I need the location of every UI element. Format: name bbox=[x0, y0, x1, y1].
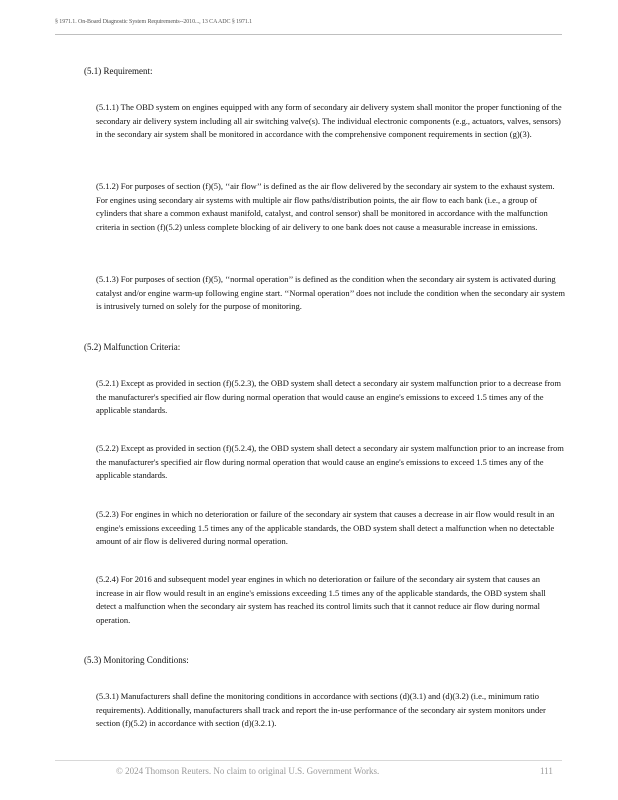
paragraph-5-2-2: (5.2.2) Except as provided in section (f)(5.2.4), the OBD system shall detect a secondary air system malfunction prior to an increase from the manufacturer's specified air flow during normal operation that would cause an engine's emissions to exceed 1.5 times any of the applicable standards. bbox=[96, 443, 564, 481]
section-heading-monitoring-conditions: (5.3) Monitoring Conditions: bbox=[84, 655, 189, 665]
paragraph-5-1-3: (5.1.3) For purposes of section (f)(5), ‘‘normal operation’’ is defined as the condition when the secondary air system is activated during catalyst and/or engine warm-up following engine start. ‘‘Normal operation’’ does not include the condition when the secondary air system is intrusively turned on solely for the purpose of monitoring. bbox=[96, 274, 566, 312]
header-divider bbox=[55, 34, 562, 35]
paragraph-5-2-3: (5.2.3) For engines in which no deterioration or failure of the secondary air system that causes a decrease in air flow would result in an engine's emissions exceeding 1.5 times any of the applicable standards, the OBD system shall detect a malfunction when no detectable amount of air flow is delivered during normal operation. bbox=[96, 509, 555, 547]
paragraph-5-1-2: (5.1.2) For purposes of section (f)(5), ‘‘air flow’’ is defined as the air flow delivered by the secondary air system to the exhaust system. For engines using secondary air systems with multiple air flow paths/distribution points, the air flow to each bank (i.e., a group of cylinders that share a common exhaust manifold, catalyst, and control sensor) shall be monitored in accordance with the malfunction criteria in section (f)(5.2) unless complete blocking of air delivery to one bank does not cause a measurable increase in emissions. bbox=[96, 181, 555, 232]
paragraph-5-2-4: (5.2.4) For 2016 and subsequent model year engines in which no deterioration or failure of the secondary air system that causes an increase in air flow would result in an engine's emissions exceeding 1.5 times any of the applicable standards, the OBD system shall detect a malfunction when the secondary air system has reached its control limits such that it cannot reduce air flow during normal operation. bbox=[96, 574, 546, 625]
section-heading-malfunction-criteria: (5.2) Malfunction Criteria: bbox=[84, 342, 181, 352]
paragraph-5-2-1: (5.2.1) Except as provided in section (f)(5.2.3), the OBD system shall detect a secondary air system malfunction prior to a decrease from the manufacturer's specified air flow during normal operation that would cause an engine's emissions to exceed 1.5 times any of the applicable standards. bbox=[96, 378, 561, 416]
section-heading-requirement: (5.1) Requirement: bbox=[84, 66, 153, 76]
paragraph-5-1-1: (5.1.1) The OBD system on engines equipped with any form of secondary air delivery system shall monitor the proper functioning of the secondary air delivery system including all air switching valve(s). The individual electronic components (e.g., actuators, valves, sensors) in the secondary air system shall be monitored in accordance with the comprehensive component requirements in section (g)(3). bbox=[96, 102, 562, 140]
paragraph-5-3-1: (5.3.1) Manufacturers shall define the monitoring conditions in accordance with sections (d)(3.1) and (d)(3.2) (i.e., minimum ratio requirements). Additionally, manufacturers shall track and report the in-use performance of the secondary air system monitors under section (f)(5.2) in accordance with section (d)(3.2.1). bbox=[96, 691, 546, 729]
footer-copyright: © 2024 Thomson Reuters. No claim to original U.S. Government Works. bbox=[116, 766, 380, 776]
page-number: 111 bbox=[540, 766, 553, 776]
running-header: § 1971.1. On-Board Diagnostic System Requirements--2010..., 13 CA ADC § 1971.1 bbox=[55, 19, 253, 25]
footer-divider bbox=[55, 760, 562, 761]
